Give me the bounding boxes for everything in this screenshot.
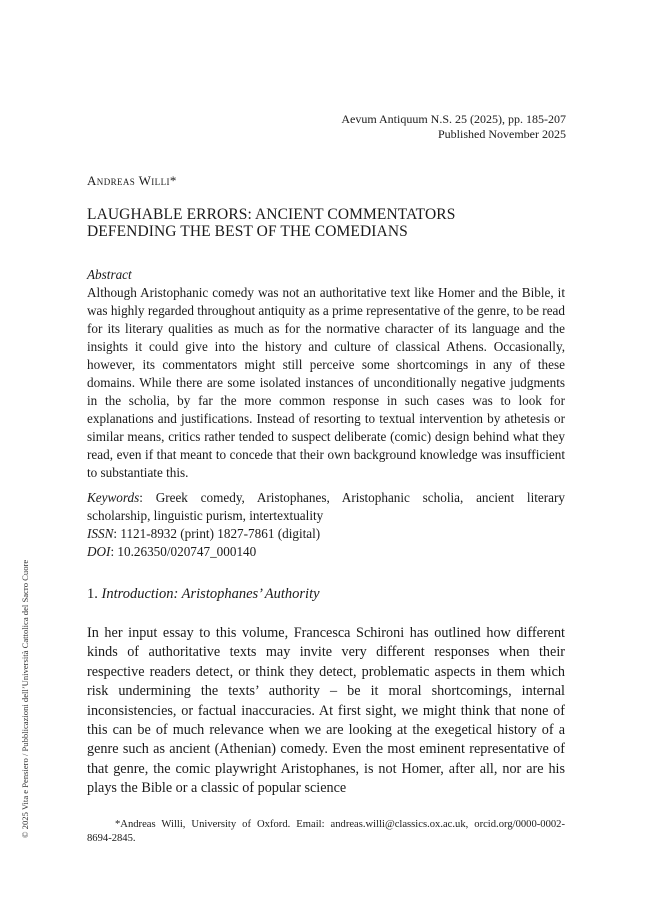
issn-label: ISSN [87,526,114,541]
section-number: 1. [87,586,102,602]
copyright-side-note: © 2025 Vita e Pensiero / Pubblicazioni dell’Università Cattolica del Sacro Cuore [20,559,30,838]
doi-value: : 10.26350/020747_000140 [110,544,257,559]
keywords-line [87,489,565,525]
doi-label: DOI [87,544,111,559]
article-title [87,206,567,240]
doi-line [87,543,565,561]
issn-value: : 1121-8932 (print) 1827-7861 (digital) [113,526,321,541]
article-metadata [87,489,565,561]
abstract-label: Abstract [87,267,132,282]
journal-citation: Aevum Antiquum N.S. 25 (2025), pp. 185-207 [341,112,566,126]
section-heading [87,586,320,603]
abstract [87,266,565,482]
author-footnote: *Andreas Willi, University of Oxford. Email: andreas.willi@classics.ox.ac.uk, orcid.org/0000-0002-8694-2845. [87,819,565,845]
keywords-label: Keywords [87,490,140,505]
article-title-line-1: LAUGHABLE ERRORS: ANCIENT COMMENTATORS [87,206,456,223]
issn-line [87,525,565,543]
journal-header [341,112,566,142]
abstract-text: Although Aristophanic comedy was not an authoritative text like Homer and the Bible, it was highly regarded throughout antiquity as a prime representative of the genre, to be read for its literary qualities as much as for the normative character of its language and the insights it could give into the history and culture of classical Athens. Occasionally, however, its commentators might still perceive some shortcomings in any of these domains. While there are some isolated instances of unconditionally negative judgments in the scholia, by far the more common response in such cases was to look for explanations and justifications. Instead of resorting to textual intervention by athetesis or similar means, critics rather tended to suspect deliberate (comic) design behind what they read, even if that meant to concede that their own background knowledge was insufficient to substantiate this. [87,285,565,480]
publication-date: Published November 2025 [438,127,566,141]
section-title: Introduction: Aristophanes’ Authority [101,586,320,602]
author-name: Andreas Willi* [87,173,177,188]
keywords-value: : Greek comedy, Aristophanes, Aristophanic scholia, ancient literary scholarship, linguistic purism, intertextuality [87,490,565,523]
article-title-line-2: DEFENDING THE BEST OF THE COMEDIANS [87,223,408,240]
body-paragraph: In her input essay to this volume, Francesca Schironi has outlined how different kinds of authoritative texts may invite very different responses when their respective readers detect, or think they detect, problematic aspects in them which risk undermining the texts’ authority – be it moral shortcomings, internal inconsistencies, or factual inaccuracies. At first sight, we might think that none of this can be of much relevance when we are looking at the exegetical history of a genre such as ancient (Athenian) comedy. Even the most eminent representative of that genre, the comic playwright Aristophanes, is not Homer, after all, nor are his plays the Bible or a classic of popular science [87,625,565,797]
